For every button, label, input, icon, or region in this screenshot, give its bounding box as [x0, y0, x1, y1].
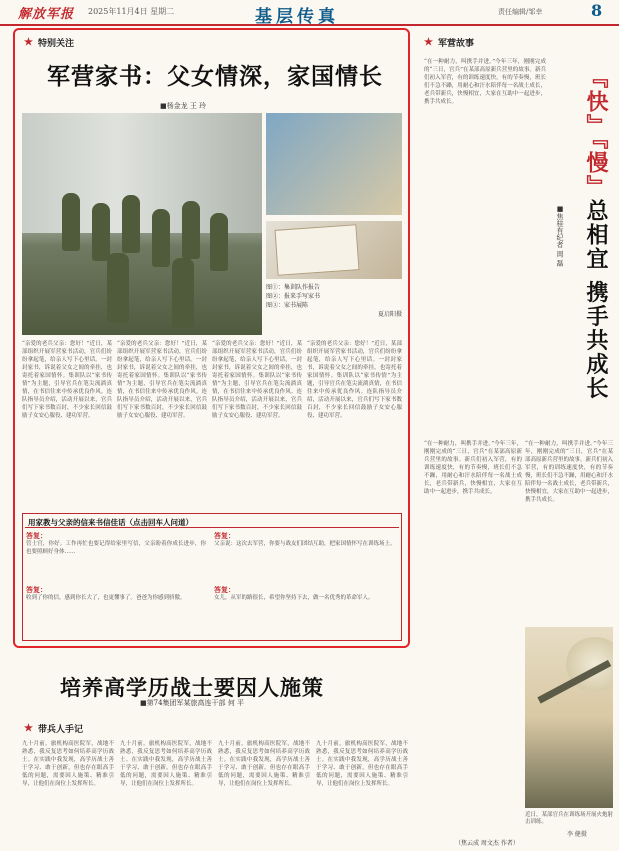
qa-label: 答复：: [26, 531, 47, 540]
caption-3: 图③：家书展陈: [266, 302, 309, 309]
caption-2: 图②：报来手写家书: [266, 293, 321, 300]
soldiers-running-photo: [22, 113, 262, 335]
qa-text: 管士官，你好。工作再忙也要记得给家里写信，父亲盼着你成长进步，你也要照顾好身体……: [26, 541, 206, 555]
feature-tag: [24, 36, 74, 49]
qa-block-right: [214, 531, 398, 637]
side-title-quote-2: 『慢』: [583, 138, 609, 199]
side-tag-label: 军营故事: [437, 39, 474, 49]
side-body-col-3: “在一种耐力，叫携手并进。”今年三年，刚刚完成的“三日，官兵”在某部高原新兵营里的故事。新兵们初入军营，有的训练速度快，有的节奏慢，班长们不急不躁，用耐心和汗水陪伴每一名战士成长，老兵带新兵，快慢相宜，大家在互助中一起进步，携手共成长。: [525, 441, 613, 503]
artillery-caption: 近日，某部官兵在训练场开展火炮射击训练。: [525, 812, 614, 825]
second-body-col-4: 九十月前，旅机构高医院军，战地不熟悉，我反复思考如何培养高学历战士。在实践中我发现，高学历战士善于学习、敢于创新，但也存在眼高手低的问题，需要因人施策、精准引导，让他们在岗位上发挥所长。: [316, 741, 408, 787]
photo-credit: 夏启阳摄: [377, 311, 402, 318]
feature-headline[interactable]: 军营家书：父女情深，家国情长: [47, 63, 383, 90]
issue-date: 2025年11月4日 星期二: [88, 7, 175, 16]
side-body-col-1: “在一种耐力，叫携手并进。”今年三年，刚刚完成的“三日，官兵”在某部高原新兵营里的故事。新兵们初入军营，有的训练速度快，有的节奏慢，班长们不急不躁，用耐心和汗水陪伴每一名战士成长，老兵带新兵，快慢相宜，大家在互助中一起进步，携手共成长。: [424, 59, 546, 105]
soldier-figure: [62, 193, 80, 251]
soldier-figure: [107, 253, 129, 323]
side-vertical-title[interactable]: [580, 66, 612, 401]
second-headline[interactable]: 培养高学历战士要因人施策: [60, 675, 324, 700]
second-body-col-1: 九十月前，旅机构高医院军，战地不熟悉，我反复思考如何培养高学历战士。在实践中我发现，高学历战士善于学习、敢于创新，但也存在眼高手低的问题，需要因人施策、精准引导，让他们在岗位上发挥所长。: [22, 741, 114, 787]
second-tag: [24, 722, 83, 735]
qa-text: 女儿，从军的路很长，希望你坚持下去，做一名优秀的革命军人。: [214, 595, 374, 601]
side-tag: [424, 36, 474, 49]
feature-body-col-2: “亲爱的老兵父亲：您好！”近日，某部组织开展军营家书活动，官兵们纷纷拿起笔，给亲人写下心里话。一封封家书，诉说着父女之间的牵挂，也寄托着家国情怀。集训队以“家书传情”为主题，引导官兵在笔尖流淌真情，在书信往来中传承优良作风。连队指导员介绍，活动开展以来，官兵们写下家书数百封，不少家长回信鼓励子女安心服役、建功军营。: [117, 341, 207, 419]
photo-captions: [266, 283, 402, 319]
side-title-quote-1: 『快』: [583, 66, 609, 138]
qa-label: 答复：: [26, 585, 47, 594]
section-title: 基层传真: [255, 7, 339, 27]
feature-body-col-4: “亲爱的老兵父亲：您好！”近日，某部组织开展军营家书活动，官兵们纷纷拿起笔，给亲人写下心里话。一封封家书，诉说着父女之间的牵挂，也寄托着家国情怀。集训队以“家书传情”为主题，引导官兵在笔尖流淌真情，在书信往来中传承优良作风。连队指导员介绍，活动开展以来，官兵们写下家书数百封，不少家长回信鼓励子女安心服役、建功军营。: [307, 341, 402, 419]
feature-body-col-3: “亲爱的老兵父亲：您好！”近日，某部组织开展军营家书活动，官兵们纷纷拿起笔，给亲人写下心里话。一封封家书，诉说着父女之间的牵挂，也寄托着家国情怀。集训队以“家书传情”为主题，引导官兵在笔尖流淌真情，在书信往来中传承优良作风。连队指导员介绍，活动开展以来，官兵们写下家书数百封，不少家长回信鼓励子女安心服役、建功军营。: [212, 341, 302, 419]
soldier-figure: [122, 195, 140, 253]
qa-label: 答复：: [214, 585, 235, 594]
second-tag-label: 带兵人手记: [37, 725, 83, 735]
star-icon: ★: [24, 37, 33, 48]
qa-text: 父亲说：这次去军营，你要与战友们团结互助，把家国情怀写在训练场上。: [214, 541, 396, 547]
artillery-photo: [525, 627, 613, 808]
feature-tag-label: 特别关注: [37, 39, 74, 49]
soldier-figure: [210, 213, 228, 271]
feature-body-col-1: “亲爱的老兵父亲：您好！”近日，某部组织开展军营家书活动，官兵们纷纷拿起笔，给亲人写下心里话。一封封家书，诉说着父女之间的牵挂，也寄托着家国情怀。集训队以“家书传情”为主题，引导官兵在笔尖流淌真情，在书信往来中传承优良作风。连队指导员介绍，活动开展以来，官兵们写下家书数百封，不少家长回信鼓励子女安心服役、建功军营。: [22, 341, 112, 419]
page-number: 8: [591, 1, 603, 20]
qa-text: 收到了你的信，感到你长大了，也更懂事了。爸爸为你感到骄傲。: [26, 595, 186, 601]
letters-photo: [266, 221, 402, 279]
caption-1: 图①：集训队作报告: [266, 284, 321, 291]
star-icon: ★: [24, 723, 33, 734]
feature-byline: ■杨金龙 王 玲: [160, 102, 207, 110]
divider: [25, 527, 399, 528]
soldier-figure: [172, 258, 194, 328]
artillery-credit: 李 健摄: [567, 831, 587, 838]
soldier-figure: [182, 201, 200, 259]
side-title-rest: 总相宜 携手共成长: [583, 199, 609, 401]
letter-paper: [274, 224, 359, 276]
editor-credit: 责任编辑/邹幸: [498, 8, 543, 16]
second-body-col-2: 九十月前，旅机构高医院军，战地不熟悉，我反复思考如何培养高学历战士。在实践中我发现，高学历战士善于学习、敢于创新，但也存在眼高手低的问题，需要因人施策、精准引导，让他们在岗位上发挥所长。: [120, 741, 212, 787]
side-body-col-2: “在一种耐力，叫携手并进。”今年三年，刚刚完成的“三日，官兵”在某部高原新兵营里的故事。新兵们初入军营，有的训练速度快，有的节奏慢，班长们不急不躁，用耐心和汗水陪伴每一名战士成长，老兵带新兵，快慢相宜，大家在互助中一起进步，携手共成长。: [424, 441, 522, 495]
paper-name: 解放军报: [18, 7, 75, 22]
soldier-figure: [92, 203, 110, 261]
qa-label: 答复：: [214, 531, 235, 540]
side-note: （焦云成 周文杰 作者）: [455, 840, 519, 847]
second-body-col-3: 九十月前，旅机构高医院军，战地不熟悉，我反复思考如何培养高学历战士。在实践中我发现，高学历战士善于学习、敢于创新，但也存在眼高手低的问题，需要因人施策、精准引导，让他们在岗位上发挥所长。: [218, 741, 310, 787]
second-byline: ■第74集团军某旅高连干部 何 平: [140, 699, 244, 707]
training-photo: [266, 113, 402, 215]
letter-link-title[interactable]: 用家教与父亲的信来书信佳话（点击回车人问道）: [28, 518, 193, 527]
soldier-figure: [152, 209, 170, 267]
feature-photo-group: [22, 113, 402, 335]
qa-block-left: [26, 531, 208, 637]
side-byline: ■焦桂有纪者 周 磊: [556, 205, 564, 267]
star-icon: ★: [424, 37, 433, 48]
